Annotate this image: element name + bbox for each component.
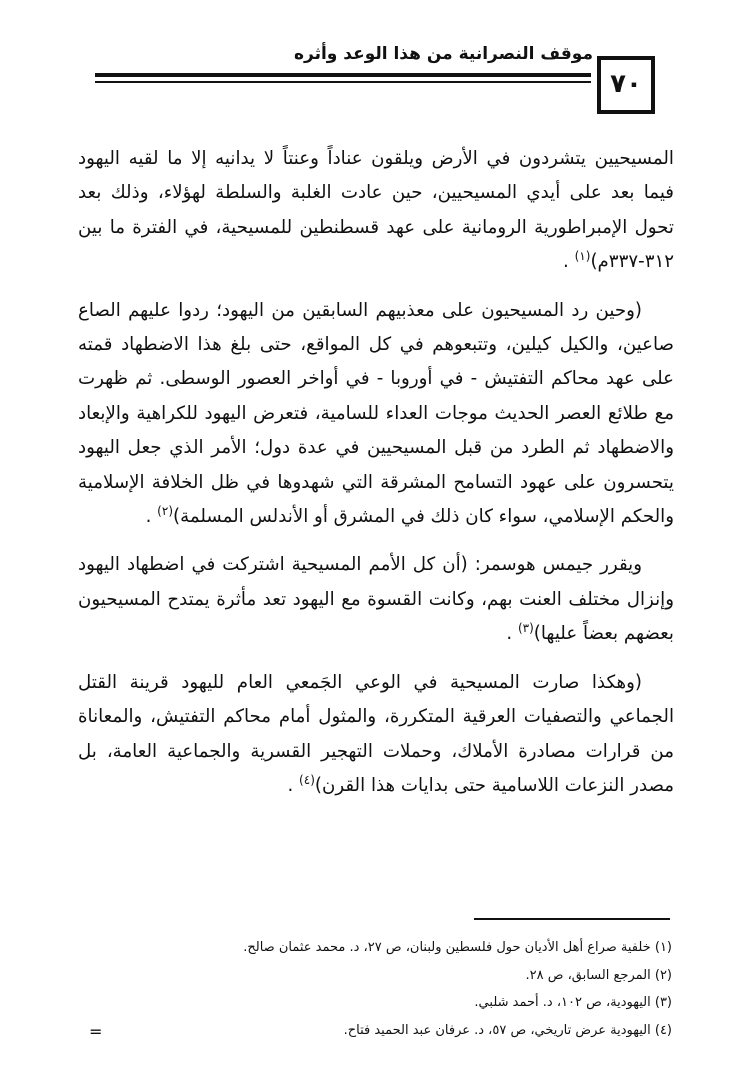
paragraph-1-text: المسيحيين يتشردون في الأرض ويلقون عناداً وعنتاً لا يدانيه إلا ما لقيه اليهود فيما بعد على أيدي المسيحيين، حين عادت الغلبة والسلطة لهؤلاء، وذلك بعد تحول الإمبراطورية الرومانية على عهد قسطنطين للمسيحية، في الفترة ما بين ٣١٢-٣٣٧م) xyxy=(78,148,674,273)
paragraph-2 xyxy=(78,294,674,535)
paragraph-1 xyxy=(78,142,674,280)
footnotes xyxy=(100,934,672,1044)
body-text xyxy=(78,142,674,803)
continuation-mark: = xyxy=(89,1022,103,1041)
header-rule-thin xyxy=(95,81,591,83)
footnote-ref-4[interactable]: (٤) xyxy=(299,772,315,787)
paragraph-4 xyxy=(78,666,674,804)
paragraph-3-text: ويقرر جيمس هوسمر: (أن كل الأمم المسيحية اشتركت في اضطهاد اليهود وإنزال مختلف العنت بهم، وكانت القسوة مع اليهود تعد مأثرة يمتدح المسيحيون بعضهم بعضاً عليها) xyxy=(78,554,674,645)
paragraph-3-tail: . xyxy=(506,623,513,645)
running-header xyxy=(95,40,655,120)
paragraph-4-tail: . xyxy=(287,774,294,796)
running-header-title: موقف النصرانية من هذا الوعد وأثره xyxy=(293,44,593,64)
paragraph-3 xyxy=(78,548,674,651)
page-number: ٧٠ xyxy=(610,69,642,99)
footnote-3: (٣) اليهودية، ص ١٠٢، د. أحمد شلبي. xyxy=(474,995,672,1010)
footnote-4: (٤) اليهودية عرض تاريخي، ص ٥٧، د. عرفان عبد الحميد فتاح. xyxy=(343,1022,672,1038)
paragraph-1-tail: . xyxy=(563,251,569,273)
footnote-ref-1[interactable]: (١) xyxy=(574,249,591,264)
footnote-1: (١) خلفية صراع أهل الأديان حول فلسطين ولبنان، ص ٢٧، د. محمد عثمان صالح. xyxy=(243,940,672,955)
footnote-separator xyxy=(474,918,670,920)
paragraph-2-text: (وحين رد المسيحيون على معذبيهم السابقين من اليهود؛ ردوا عليهم الصاع صاعين، والكيل كيلين، وتتبعوهم في كل المواقع، حتى بلغ هذا الاضطهاد قمته على عهد محاكم التفتيش - في أوروبا - في أواخر العصور الوسطى. ثم ظهرت مع طلائع العصر الحديث موجات العداء للسامية، فتعرض اليهود للكراهية والإبعاد والاضطهاد ثم الطرد من قبل المسيحيين في عدة دول؛ الأمر الذي جعل اليهود يتحسرون على عهود التسامح المشرقة التي شهدوها في ظل الخلافة الإسلامية والحكم الإسلامي، سواء كان ذلك في المشرق أو الأندلس المسلمة) xyxy=(78,299,674,528)
footnote-ref-2[interactable]: (٢) xyxy=(157,504,173,519)
paragraph-2-tail: . xyxy=(145,506,152,528)
footnote-ref-3[interactable]: (٣) xyxy=(517,621,534,636)
header-rule-thick xyxy=(95,73,591,77)
footnote-2: (٢) المرجع السابق، ص ٢٨. xyxy=(525,967,672,983)
page-number-box xyxy=(597,56,655,114)
paragraph-4-text: (وهكذا صارت المسيحية في الوعي الجَمعي العام لليهود قرينة القتل الجماعي والتصفيات العرقية المتكررة، والمثول أمام محاكم التفتيش، والمعاناة من قرارات مصادرة الأملاك، وحملات التهجير القسرية والجماعية العامة، بل مصدر النزعات اللاسامية حتى بدايات هذا القرن) xyxy=(78,671,674,796)
